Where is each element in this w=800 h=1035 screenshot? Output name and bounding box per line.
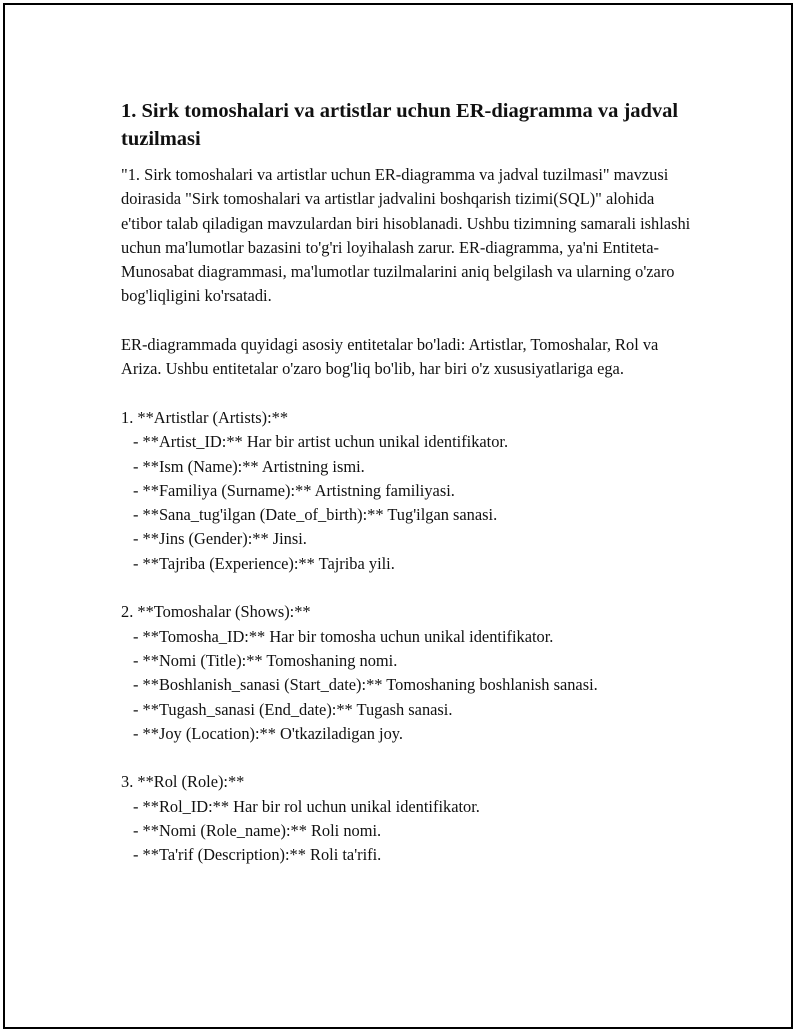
list-item: - **Tajriba (Experience):** Tajriba yili. <box>133 553 395 573</box>
list-item: - **Joy (Location):** O'tkaziladigan joy. <box>133 723 403 743</box>
document-title: 1. Sirk tomoshalari va artistlar uchun ER-diagramma va jadval tuzilmasi <box>121 100 679 150</box>
list-item: - **Tomosha_ID:** Har bir tomosha uchun unikal identifikator. <box>133 626 554 646</box>
list-item: - **Sana_tug'ilgan (Date_of_birth):** Tug'ilgan sanasi. <box>133 505 498 525</box>
list-item: - **Familiya (Surname):** Artistning familiyasi. <box>133 480 455 500</box>
section-role <box>121 770 691 867</box>
section-title: 3. **Rol (Role):** <box>121 772 245 792</box>
document-page <box>3 3 793 1029</box>
list-item: - **Jins (Gender):** Jinsi. <box>133 529 307 549</box>
list-item: - **Ta'rif (Description):** Roli ta'rifi. <box>133 845 382 865</box>
list-item: - **Nomi (Role_name):** Roli nomi. <box>133 821 382 841</box>
list-item: - **Ism (Name):** Artistning ismi. <box>133 456 365 476</box>
list-item: - **Artist_ID:** Har bir artist uchun unikal identifikator. <box>133 432 509 452</box>
entities-paragraph: ER-diagrammada quyidagi asosiy entitetalar bo'ladi: Artistlar, Tomoshalar, Rol va Ariza. Ushbu entitetalar o'zaro bog'liq bo'lib, har biri o'z xususiyatlariga ega. <box>121 335 659 379</box>
list-item: - **Boshlanish_sanasi (Start_date):** Tomoshaning boshlanish sanasi. <box>133 675 598 695</box>
section-artists <box>121 406 691 576</box>
intro-paragraph: "1. Sirk tomoshalari va artistlar uchun ER-diagramma va jadval tuzilmasi" mavzusi doirasida "Sirk tomoshalari va artistlar jadvalini boshqarish tizimi(SQL)" alohida e'tibor talab qiladigan mavzulardan biri hisoblanadi. Ushbu tizimning samarali ishlashi uchun ma'lumotlar bazasini to'g'ri loyihalash zarur. ER-diagramma, ya'ni Entiteta-Munosabat diagrammasi, ma'lumotlar tuzilmalarini aniq belgilash va ularning o'zaro bog'liqligini ko'rsatadi. <box>121 165 691 306</box>
list-item: - **Nomi (Title):** Tomoshaning nomi. <box>133 650 398 670</box>
list-item: - **Rol_ID:** Har bir rol uchun unikal identifikator. <box>133 796 480 816</box>
list-item: - **Tugash_sanasi (End_date):** Tugash sanasi. <box>133 699 453 719</box>
section-title: 2. **Tomoshalar (Shows):** <box>121 602 311 622</box>
section-title: 1. **Artistlar (Artists):** <box>121 407 289 427</box>
section-shows <box>121 600 691 746</box>
document-content <box>121 97 691 868</box>
